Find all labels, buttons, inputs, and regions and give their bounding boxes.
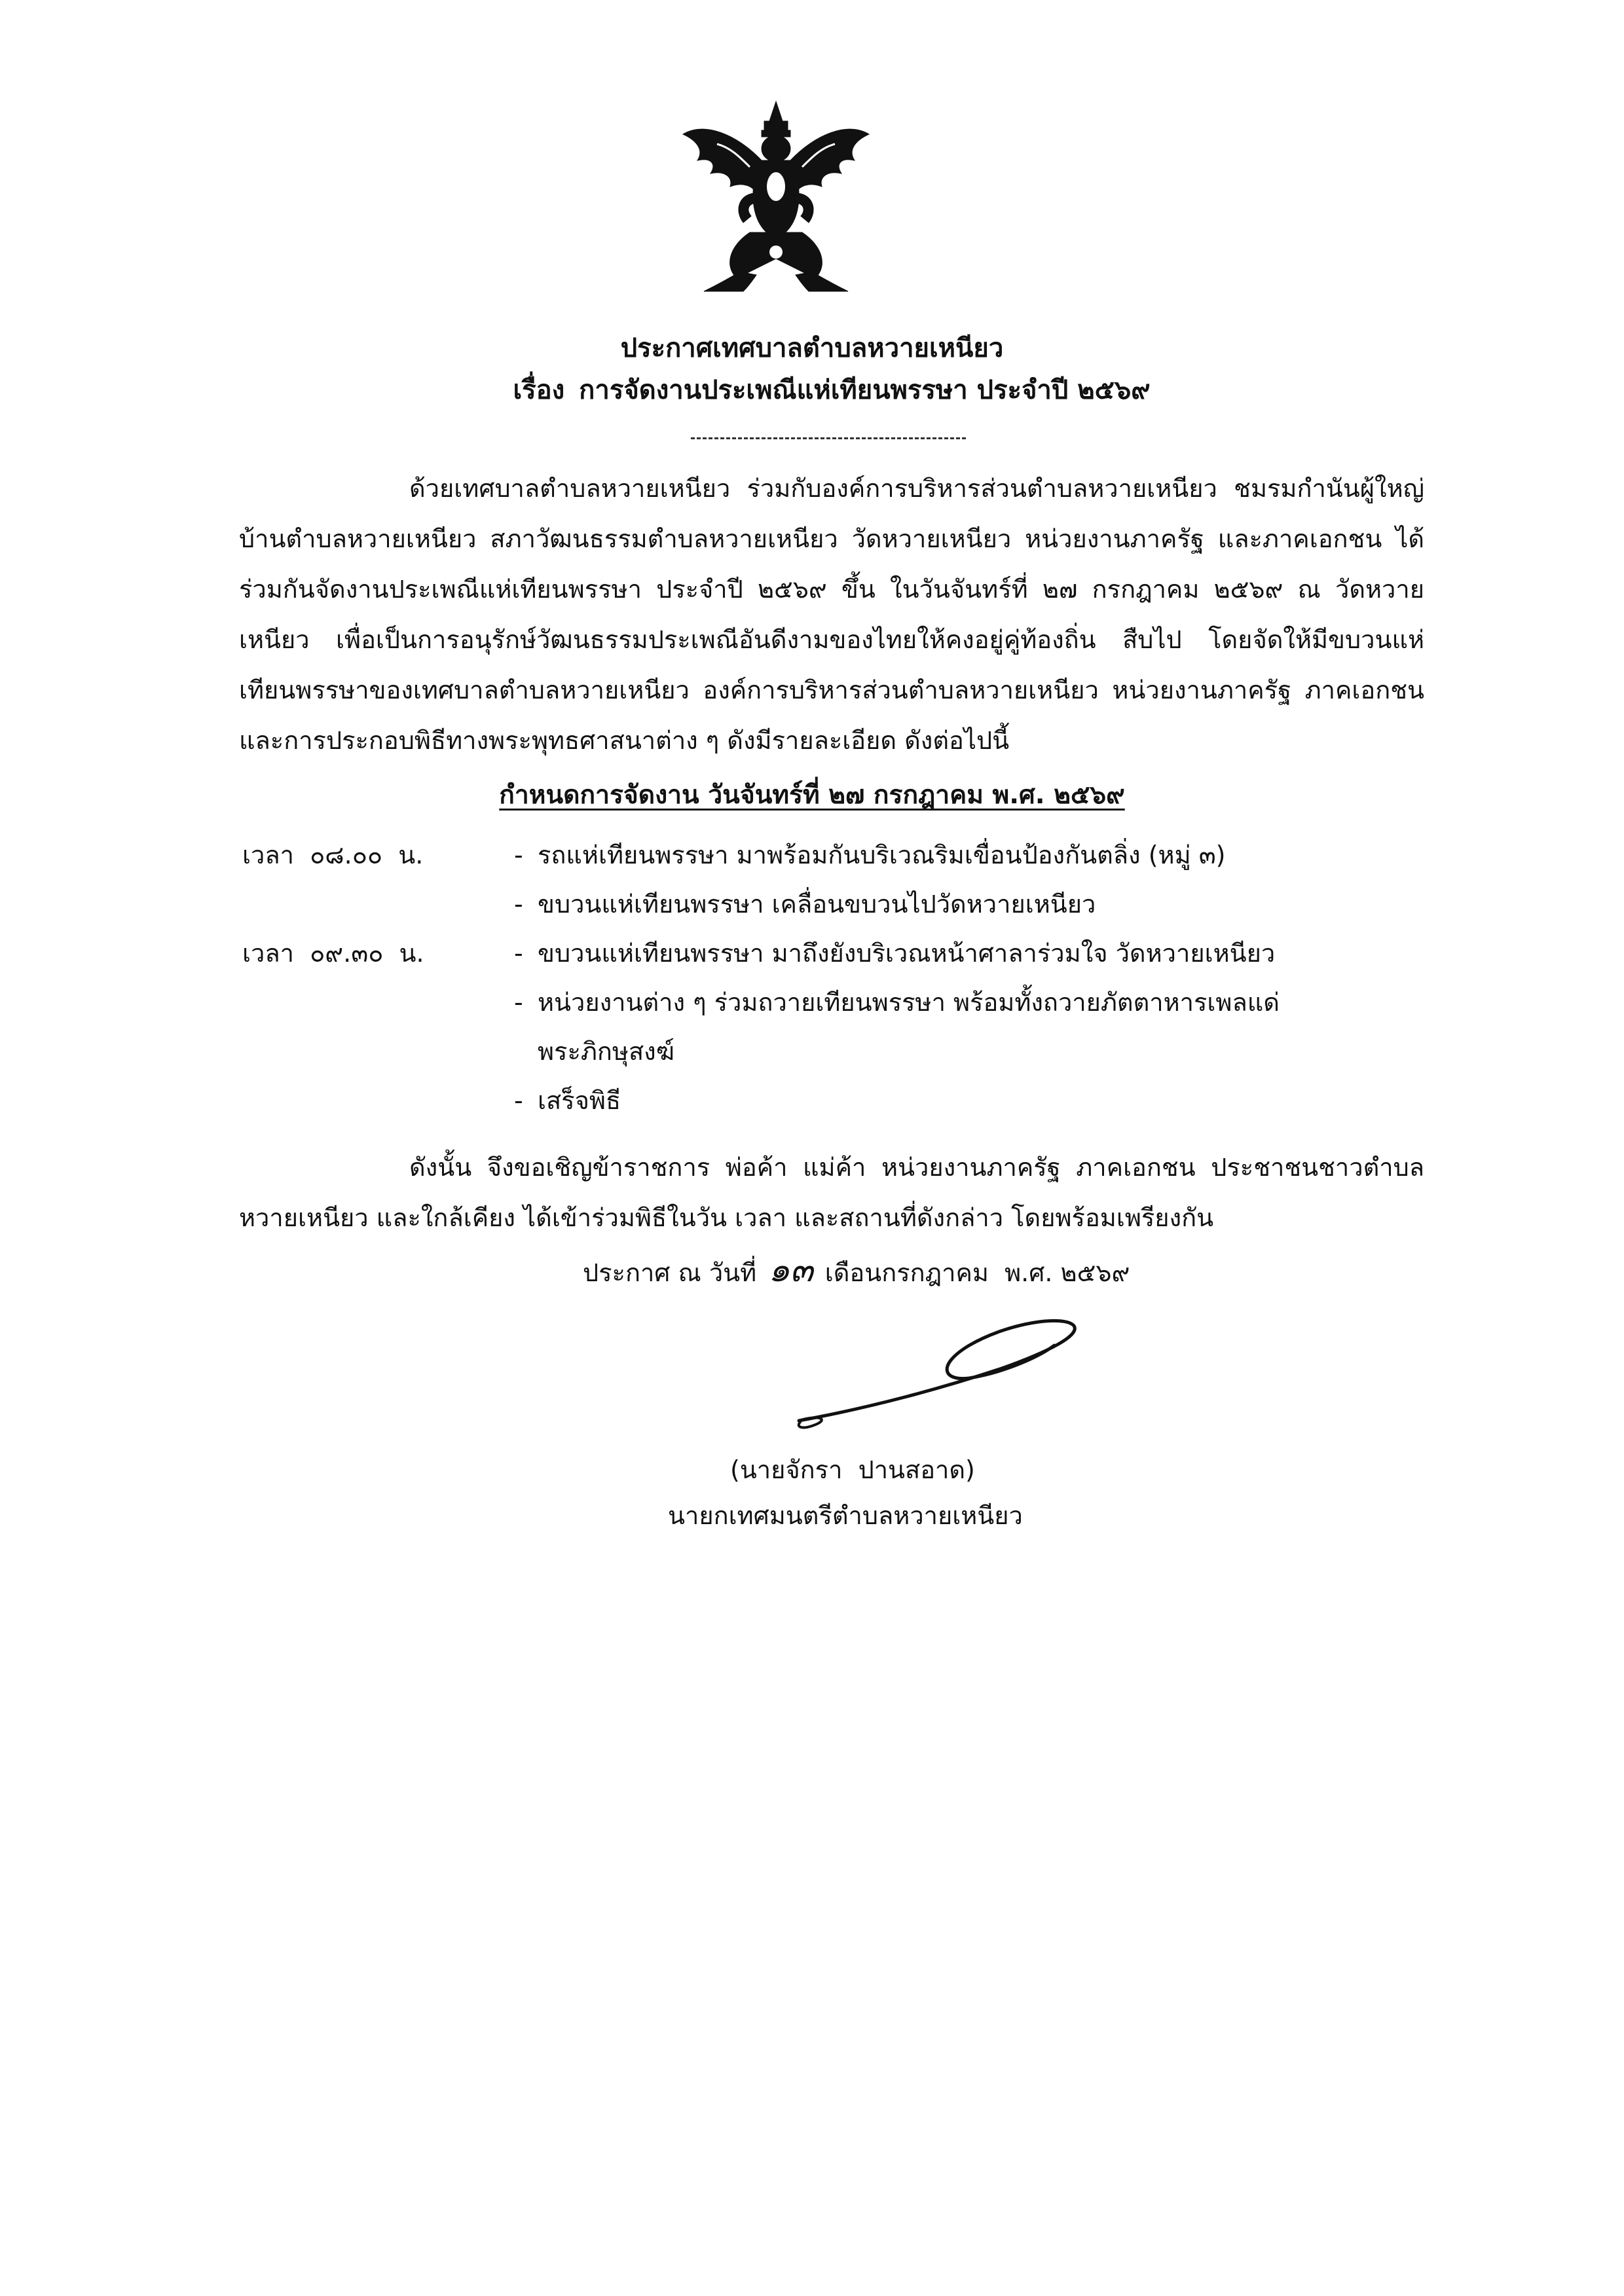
schedule-item-text: เสร็จพิธี (538, 1086, 621, 1115)
body-paragraph: ด้วยเทศบาลตำบลหวายเหนียว ร่วมกับองค์การบริหารส่วนตำบลหวายเหนียว ชมรมกำนันผู้ใหญ่บ้านตำบลหวายเหนียว สภาวัฒนธรรมตำบลหวายเหนียว วัดหวายเหนียว หน่วยงานภาครัฐ และภาคเอกชน ได้ร่วมกันจัดงานประเพณีแห่เทียนพรรษา ประจำปี ๒๕๖๙ ขึ้น ในวันจันทร์ที่ ๒๗ กรกฎาคม ๒๕๖๙ ณ วัดหวายเหนียว เพื่อเป็นการอนุรักษ์วัฒนธรรมประเพณีอันดีงามของไทยให้คงอยู่คู่ท้องถิ่น สืบไป โดยจัดให้มีขบวนแห่เทียนพรรษาของเทศบาลตำบลหวายเหนียว องค์การบริหารส่วนตำบลหวายเหนียว หน่วยงานภาครัฐ ภาคเอกชน และการประกอบพิธีทางพระพุทธศาสนาต่าง ๆ ดังมีรายละเอียด ดังต่อไปนี้ (239, 474, 1424, 755)
schedule-item-text: ขบวนแห่เทียนพรรษา เคลื่อนขบวนไปวัดหวายเหนียว (538, 890, 1096, 919)
bullet-dash: - (514, 939, 523, 968)
document-subject (39, 369, 1624, 411)
schedule-item (514, 1077, 1431, 1124)
announcement-prefix: ประกาศ ณ วันที่ (583, 1258, 757, 1287)
announcement-suffix: เดือนกรกฎาคม พ.ศ. ๒๕๖๙ (824, 1258, 1130, 1287)
schedule-heading (0, 776, 1624, 815)
schedule-item-continuation (514, 1028, 1431, 1075)
document-title: ประกาศเทศบาลตำบลหวายเหนียว (620, 333, 1004, 363)
subject-text: การจัดงานประเพณีแห่เทียนพรรษา ประจำปี ๒๕๖๙ (579, 375, 1151, 405)
signature-icon (773, 1309, 1113, 1453)
schedule-time: เวลา ๐๙.๓๐ น. (242, 939, 424, 968)
announcement-date (583, 1247, 1130, 1296)
bullet-dash: - (514, 841, 523, 869)
schedule-item (514, 831, 1431, 879)
signatory-name: (นายจักรา ปานสอาด) (730, 1455, 975, 1484)
schedule-heading-text: กำหนดการจัดงาน วันจันทร์ที่ ๒๗ กรกฎาคม พ.ศ. ๒๕๖๙ (499, 780, 1125, 810)
schedule-item-text: พระภิกษุสงฆ์ (538, 1037, 674, 1066)
closing-paragraph: ดังนั้น จึงขอเชิญข้าราชการ พ่อค้า แม่ค้า หน่วยงานภาครัฐ ภาคเอกชน ประชาชนชาวตำบลหวายเหนียว และใกล้เคียง ได้เข้าร่วมพิธีในวัน เวลา และสถานที่ดังกล่าว โดยพร้อมเพรียงกัน (239, 1153, 1424, 1232)
title-divider (691, 437, 966, 439)
subject-label: เรื่อง (513, 375, 565, 405)
schedule-item-text: หน่วยงานต่าง ๆ ร่วมถวายเทียนพรรษา พร้อมทั้งถวายภัตตาหารเพลแด่ (538, 988, 1280, 1017)
bullet-dash: - (514, 988, 523, 1017)
schedule-item (514, 979, 1431, 1026)
signatory-position: นายกเทศมนตรีตำบลหวายเหนียว (668, 1501, 1023, 1530)
garuda-emblem-icon (678, 95, 874, 298)
schedule-item (514, 881, 1431, 928)
announcement-day: ๑๓ (768, 1250, 813, 1290)
schedule-time: เวลา ๐๘.๐๐ น. (242, 841, 424, 869)
bullet-dash: - (514, 1086, 523, 1115)
schedule-item-text: ขบวนแห่เทียนพรรษา มาถึงยังบริเวณหน้าศาลาร่วมใจ วัดหวายเหนียว (538, 939, 1276, 968)
bullet-dash: - (514, 890, 523, 919)
schedule-item (514, 930, 1431, 977)
schedule-item-text: รถแห่เทียนพรรษา มาพร้อมกันบริเวณริมเขื่อนป้องกันตลิ่ง (หมู่ ๓) (538, 841, 1226, 869)
title-block (0, 327, 1624, 411)
